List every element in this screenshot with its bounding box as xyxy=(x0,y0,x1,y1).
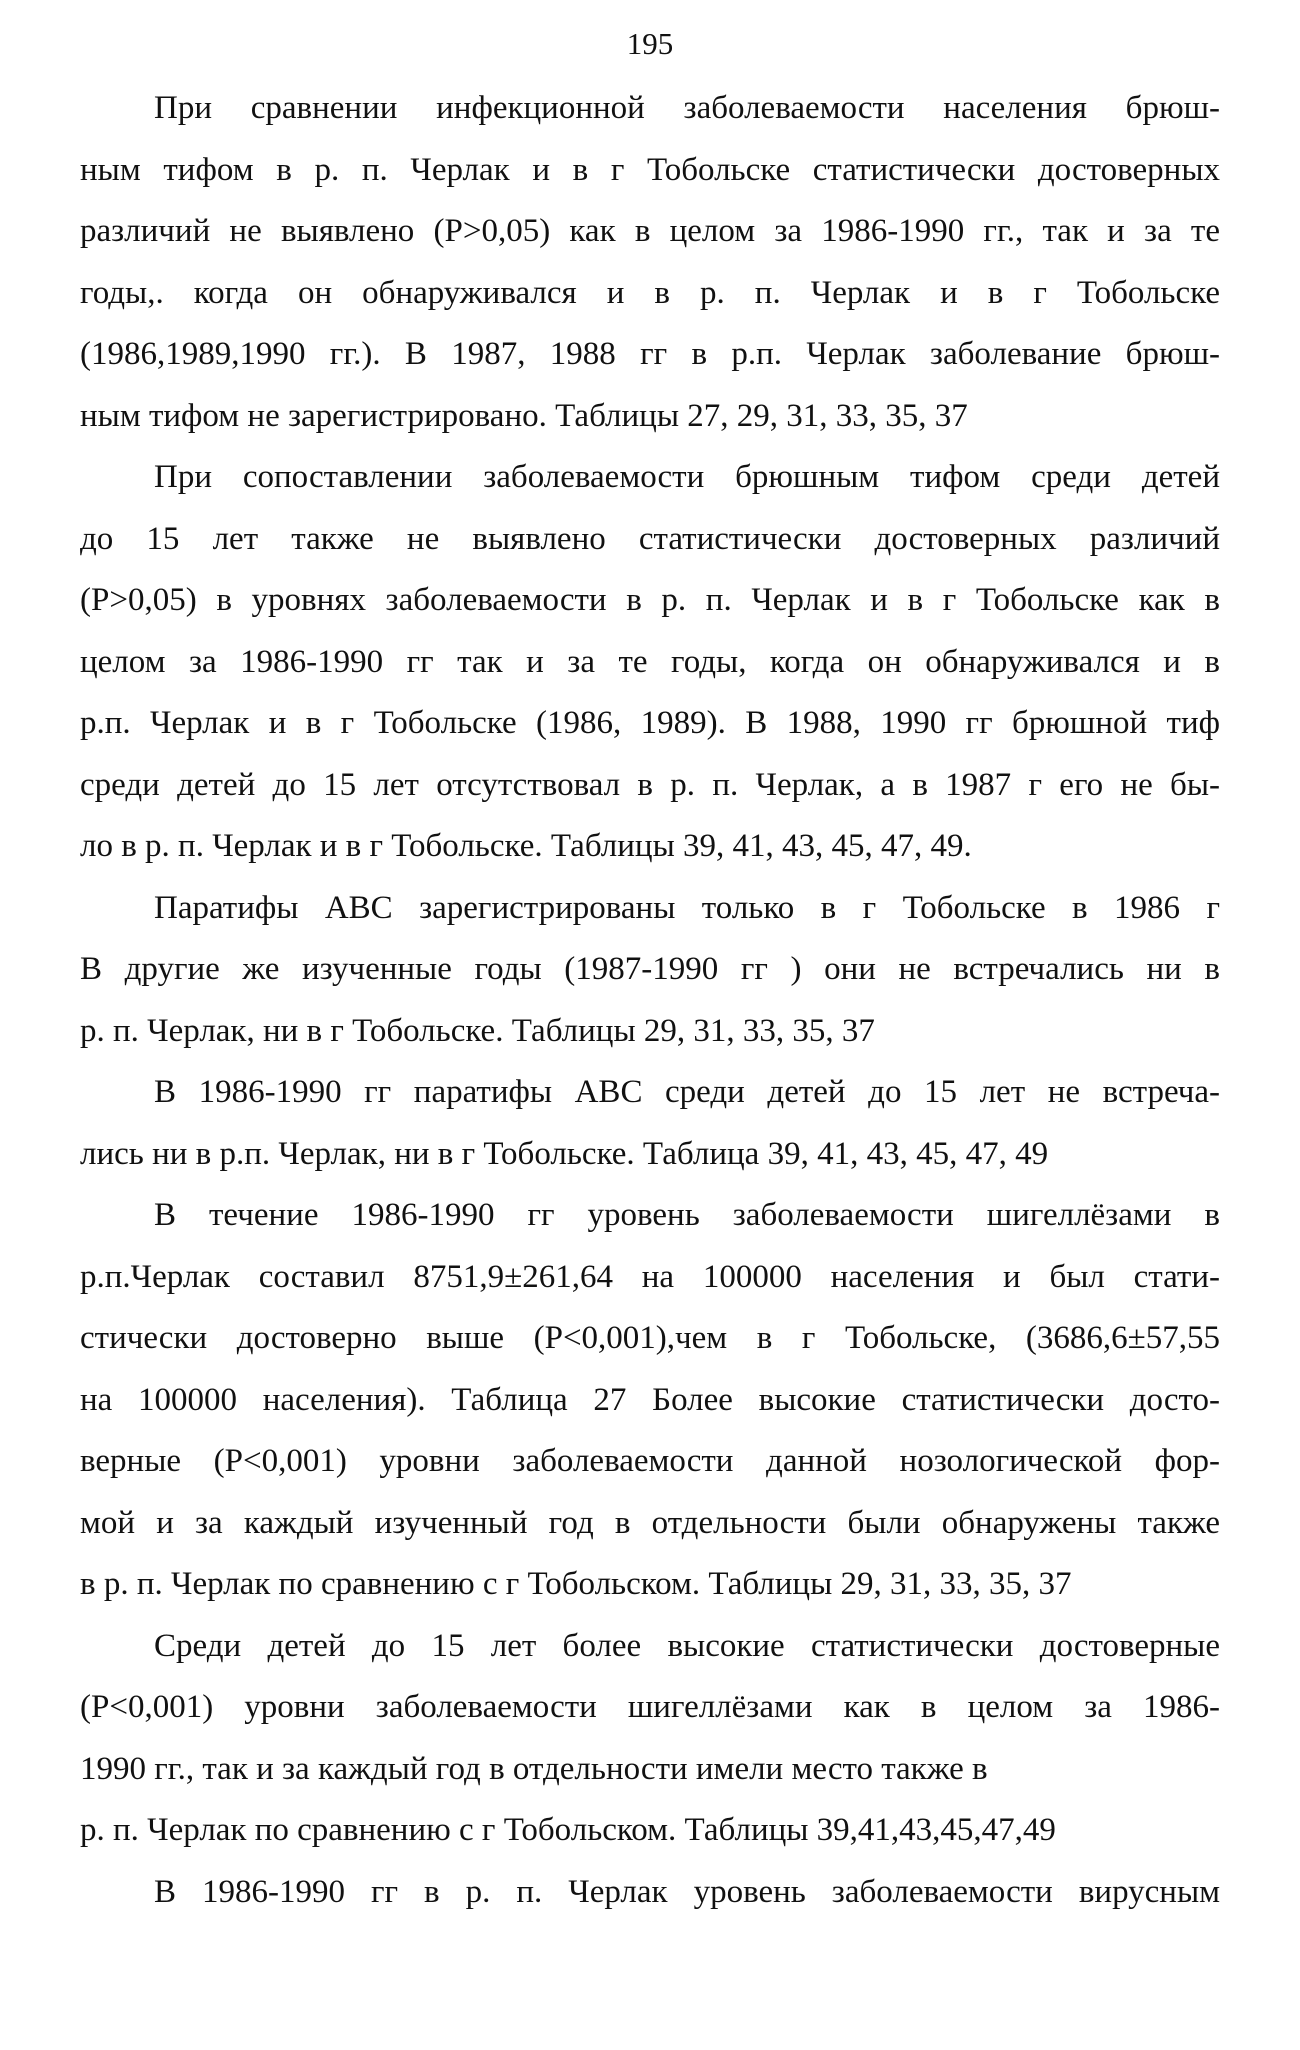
text-line: При сопоставлении заболеваемости брюшным тифом среди детей xyxy=(154,459,1220,495)
text-line: В другие же изученные годы (1987-1990 гг ) они не встречались ни в xyxy=(80,951,1220,987)
text-line: (1986,1989,1990 гг.). В 1987, 1988 гг в р.п. Черлак заболевание брюш- xyxy=(80,336,1220,372)
text-line: лись ни в р.п. Черлак, ни в г Тобольске. Таблица 39, 41, 43, 45, 47, 49 xyxy=(80,1135,1049,1172)
text-line: В 1986-1990 гг паратифы АВС среди детей до 15 лет не встреча- xyxy=(154,1074,1220,1110)
text-line: р. п. Черлак по сравнению с г Тобольском. Таблицы 39,41,43,45,47,49 xyxy=(80,1812,1056,1848)
text-line: ным тифом не зарегистрировано. Таблицы 27, 29, 31, 33, 35, 37 xyxy=(80,397,968,434)
text-line: Паратифы АВС зарегистрированы только в г Тобольске в 1986 г xyxy=(154,889,1220,926)
text-line: стически достоверно выше (P<0,001),чем в г Тобольске, (3686,6±57,55 xyxy=(80,1320,1220,1356)
text-line: мой и за каждый изученный год в отдельности были обнаружены также xyxy=(80,1504,1220,1541)
text-line: в р. п. Черлак по сравнению с г Тобольском. Таблицы 29, 31, 33, 35, 37 xyxy=(80,1566,1072,1602)
text-line: В течение 1986-1990 гг уровень заболеваемости шигеллёзами в xyxy=(154,1197,1220,1233)
text-line: годы,. когда он обнаруживался и в р. п. Черлак и в г Тобольске xyxy=(80,274,1220,311)
text-line: При сравнении инфекционной заболеваемости населения брюш- xyxy=(154,90,1220,126)
text-line: среди детей до 15 лет отсутствовал в р. п. Черлак, а в 1987 г его не бы- xyxy=(80,766,1220,803)
text-line: р. п. Черлак, ни в г Тобольске. Таблицы 29, 31, 33, 35, 37 xyxy=(80,1012,875,1049)
text-line: р.п. Черлак и в г Тобольске (1986, 1989). В 1988, 1990 гг брюшной тиф xyxy=(80,705,1220,741)
text-line: ло в р. п. Черлак и в г Тобольске. Таблицы 39, 41, 43, 45, 47, 49. xyxy=(80,828,972,864)
text-line: В 1986-1990 гг в р. п. Черлак уровень заболеваемости вирусным xyxy=(154,1873,1220,1910)
text-line: Среди детей до 15 лет более высокие статистически достоверные xyxy=(154,1627,1220,1664)
text-line: на 100000 населения). Таблица 27 Более высокие статистически досто- xyxy=(80,1381,1220,1418)
body-text xyxy=(80,78,1220,1923)
text-line: верные (P<0,001) уровни заболеваемости данной нозологической фор- xyxy=(80,1443,1220,1479)
text-line: ным тифом в р. п. Черлак и в г Тобольске статистически достоверных xyxy=(80,151,1220,188)
text-line: (P<0,001) уровни заболеваемости шигеллёзами как в целом за 1986- xyxy=(80,1689,1220,1725)
text-line: различий не выявлено (P>0,05) как в целом за 1986-1990 гг., так и за те xyxy=(80,213,1220,249)
text-line: до 15 лет также не выявлено статистически достоверных различий xyxy=(80,520,1220,557)
text-line: р.п.Черлак составил 8751,9±261,64 на 100000 населения и был стати- xyxy=(80,1258,1220,1295)
text-line: (P>0,05) в уровнях заболеваемости в р. п. Черлак и в г Тобольске как в xyxy=(80,582,1220,618)
text-line: целом за 1986-1990 гг так и за те годы, когда он обнаруживался и в xyxy=(80,643,1220,680)
page-number: 195 xyxy=(626,26,674,61)
text-line: 1990 гг., так и за каждый год в отдельности имели место также в xyxy=(80,1750,988,1787)
